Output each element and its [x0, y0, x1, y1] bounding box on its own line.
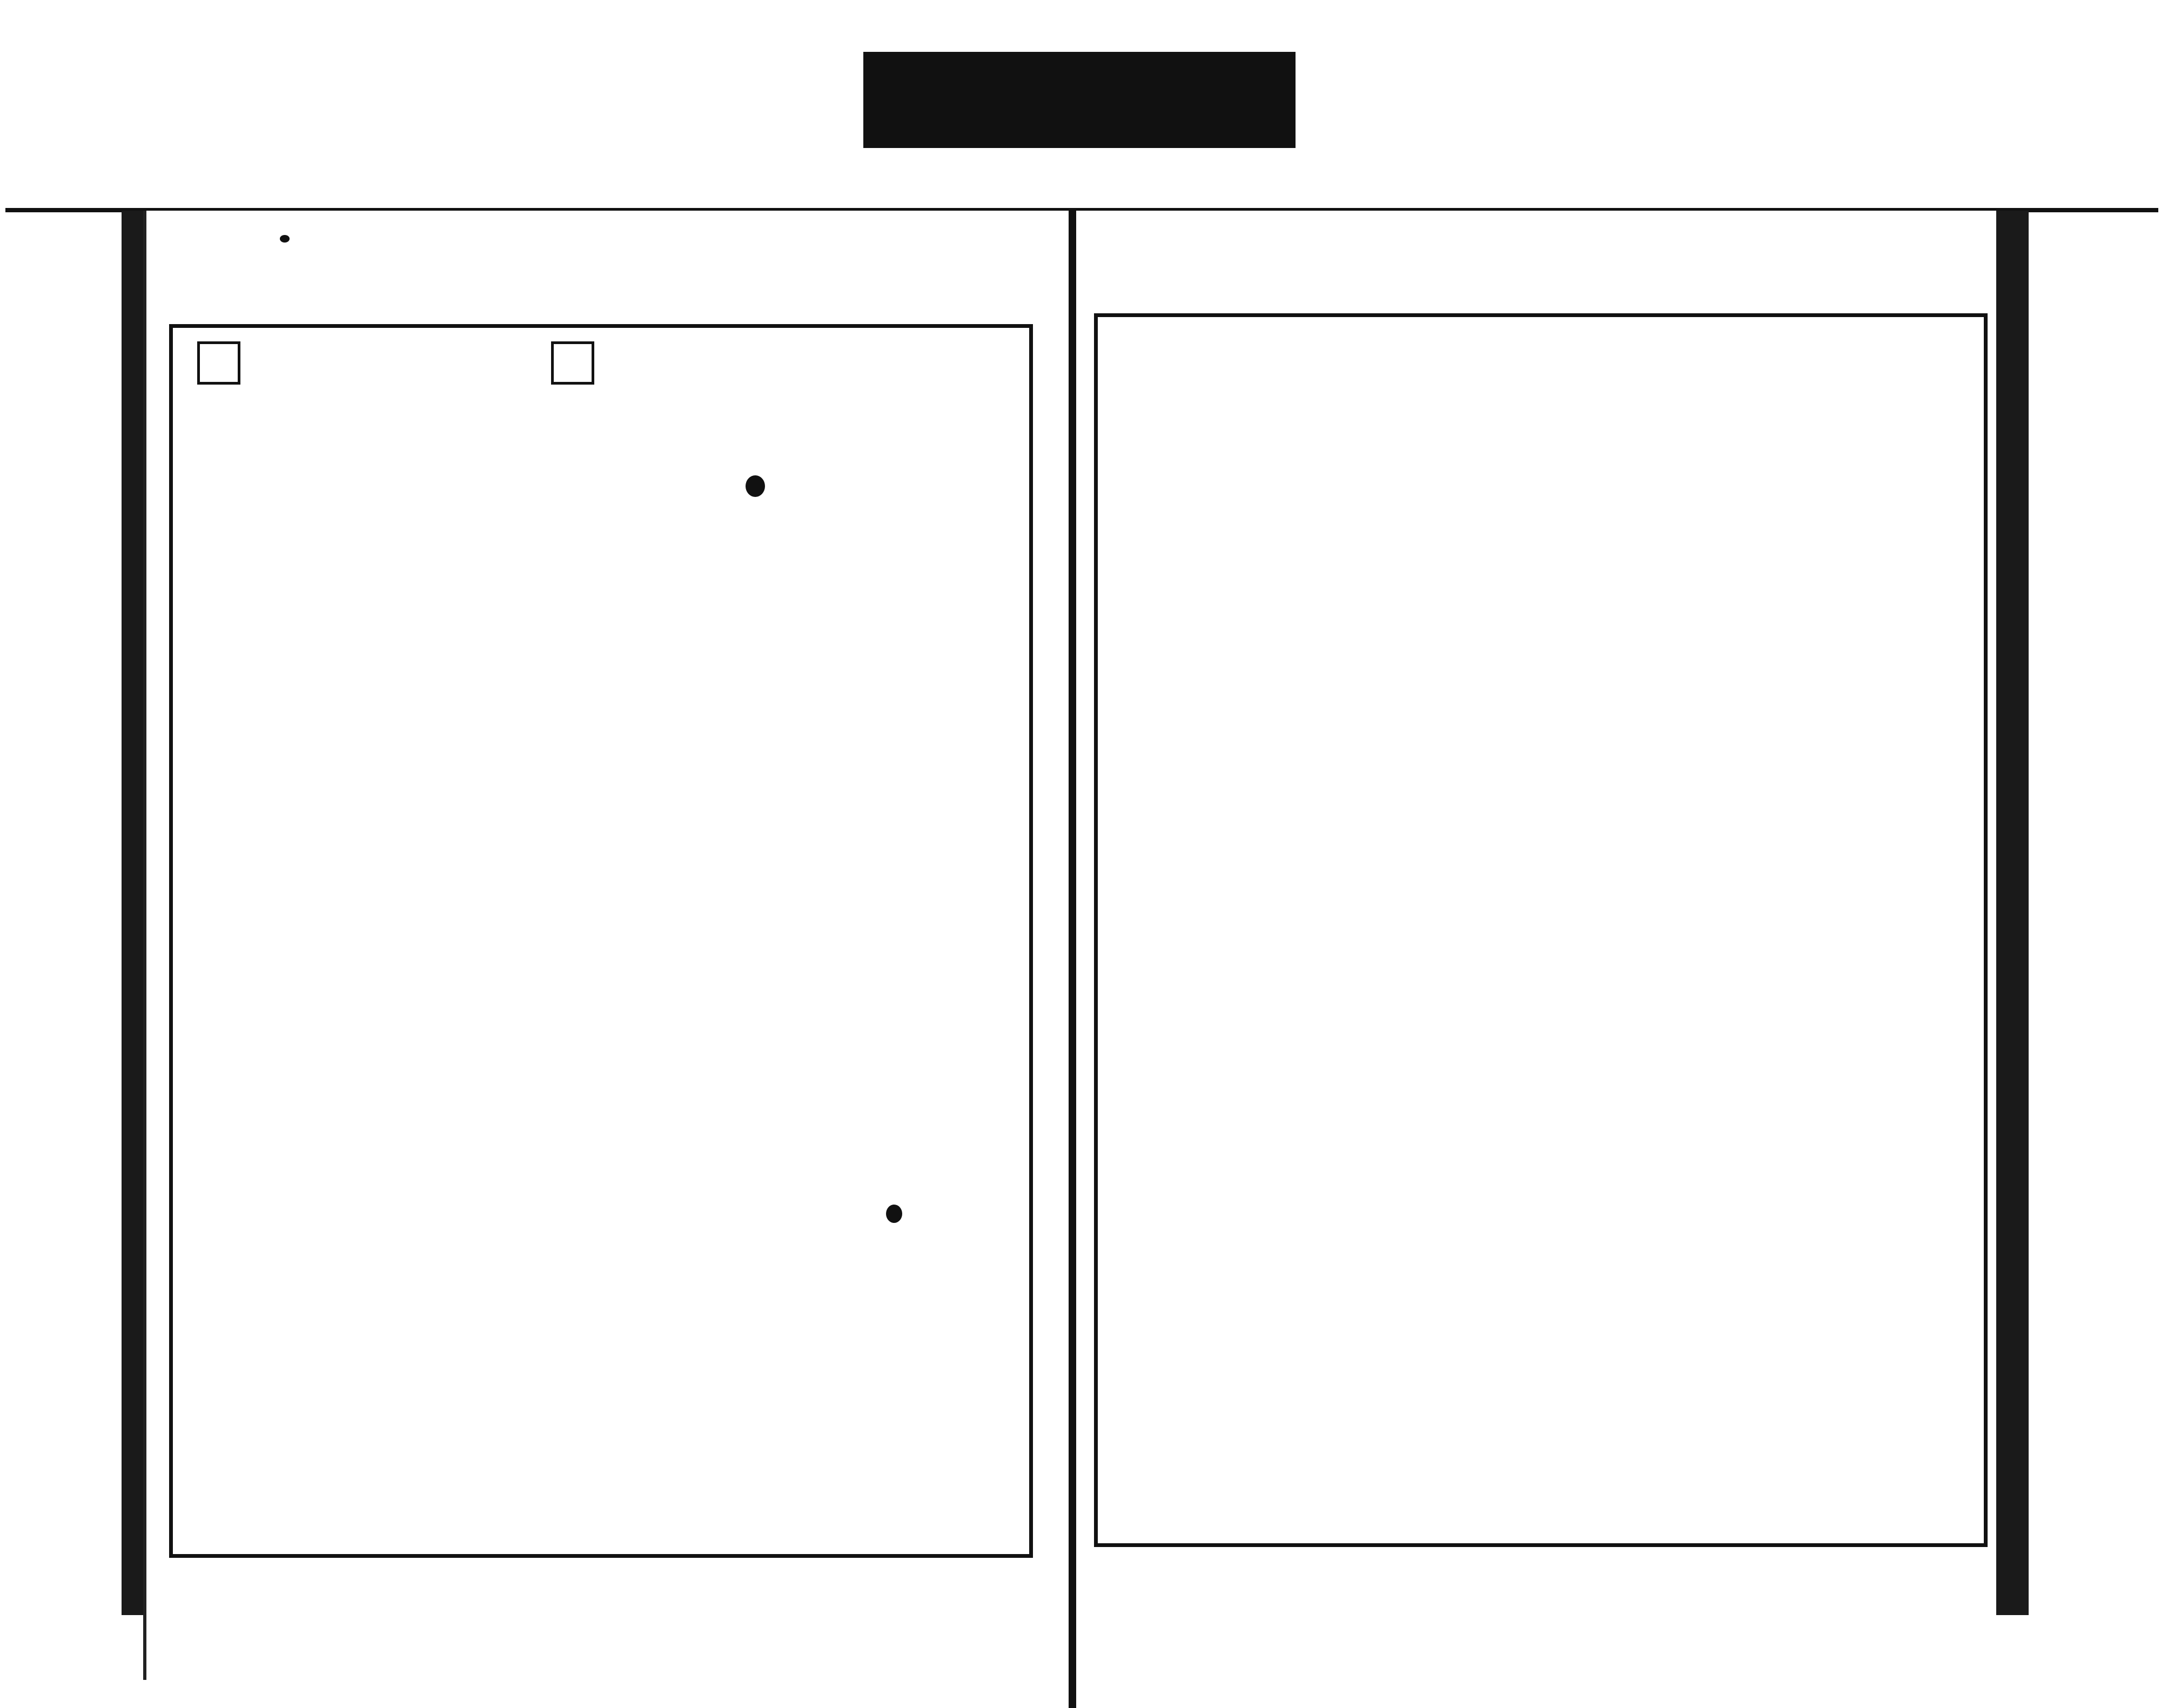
- book-gutter: [1069, 211, 1076, 1708]
- left-checkbox-1: [197, 341, 240, 385]
- film-frame-label: [863, 52, 1296, 148]
- ink-blot: [886, 1205, 902, 1223]
- left-spine-shadow: [122, 211, 143, 1615]
- left-page-frame: [169, 324, 1033, 1558]
- right-spine-shadow: [1996, 211, 2029, 1615]
- ink-blot: [746, 475, 765, 497]
- right-page-frame: [1094, 313, 1988, 1547]
- left-checkbox-2: [551, 341, 594, 385]
- ink-mark: [280, 235, 290, 243]
